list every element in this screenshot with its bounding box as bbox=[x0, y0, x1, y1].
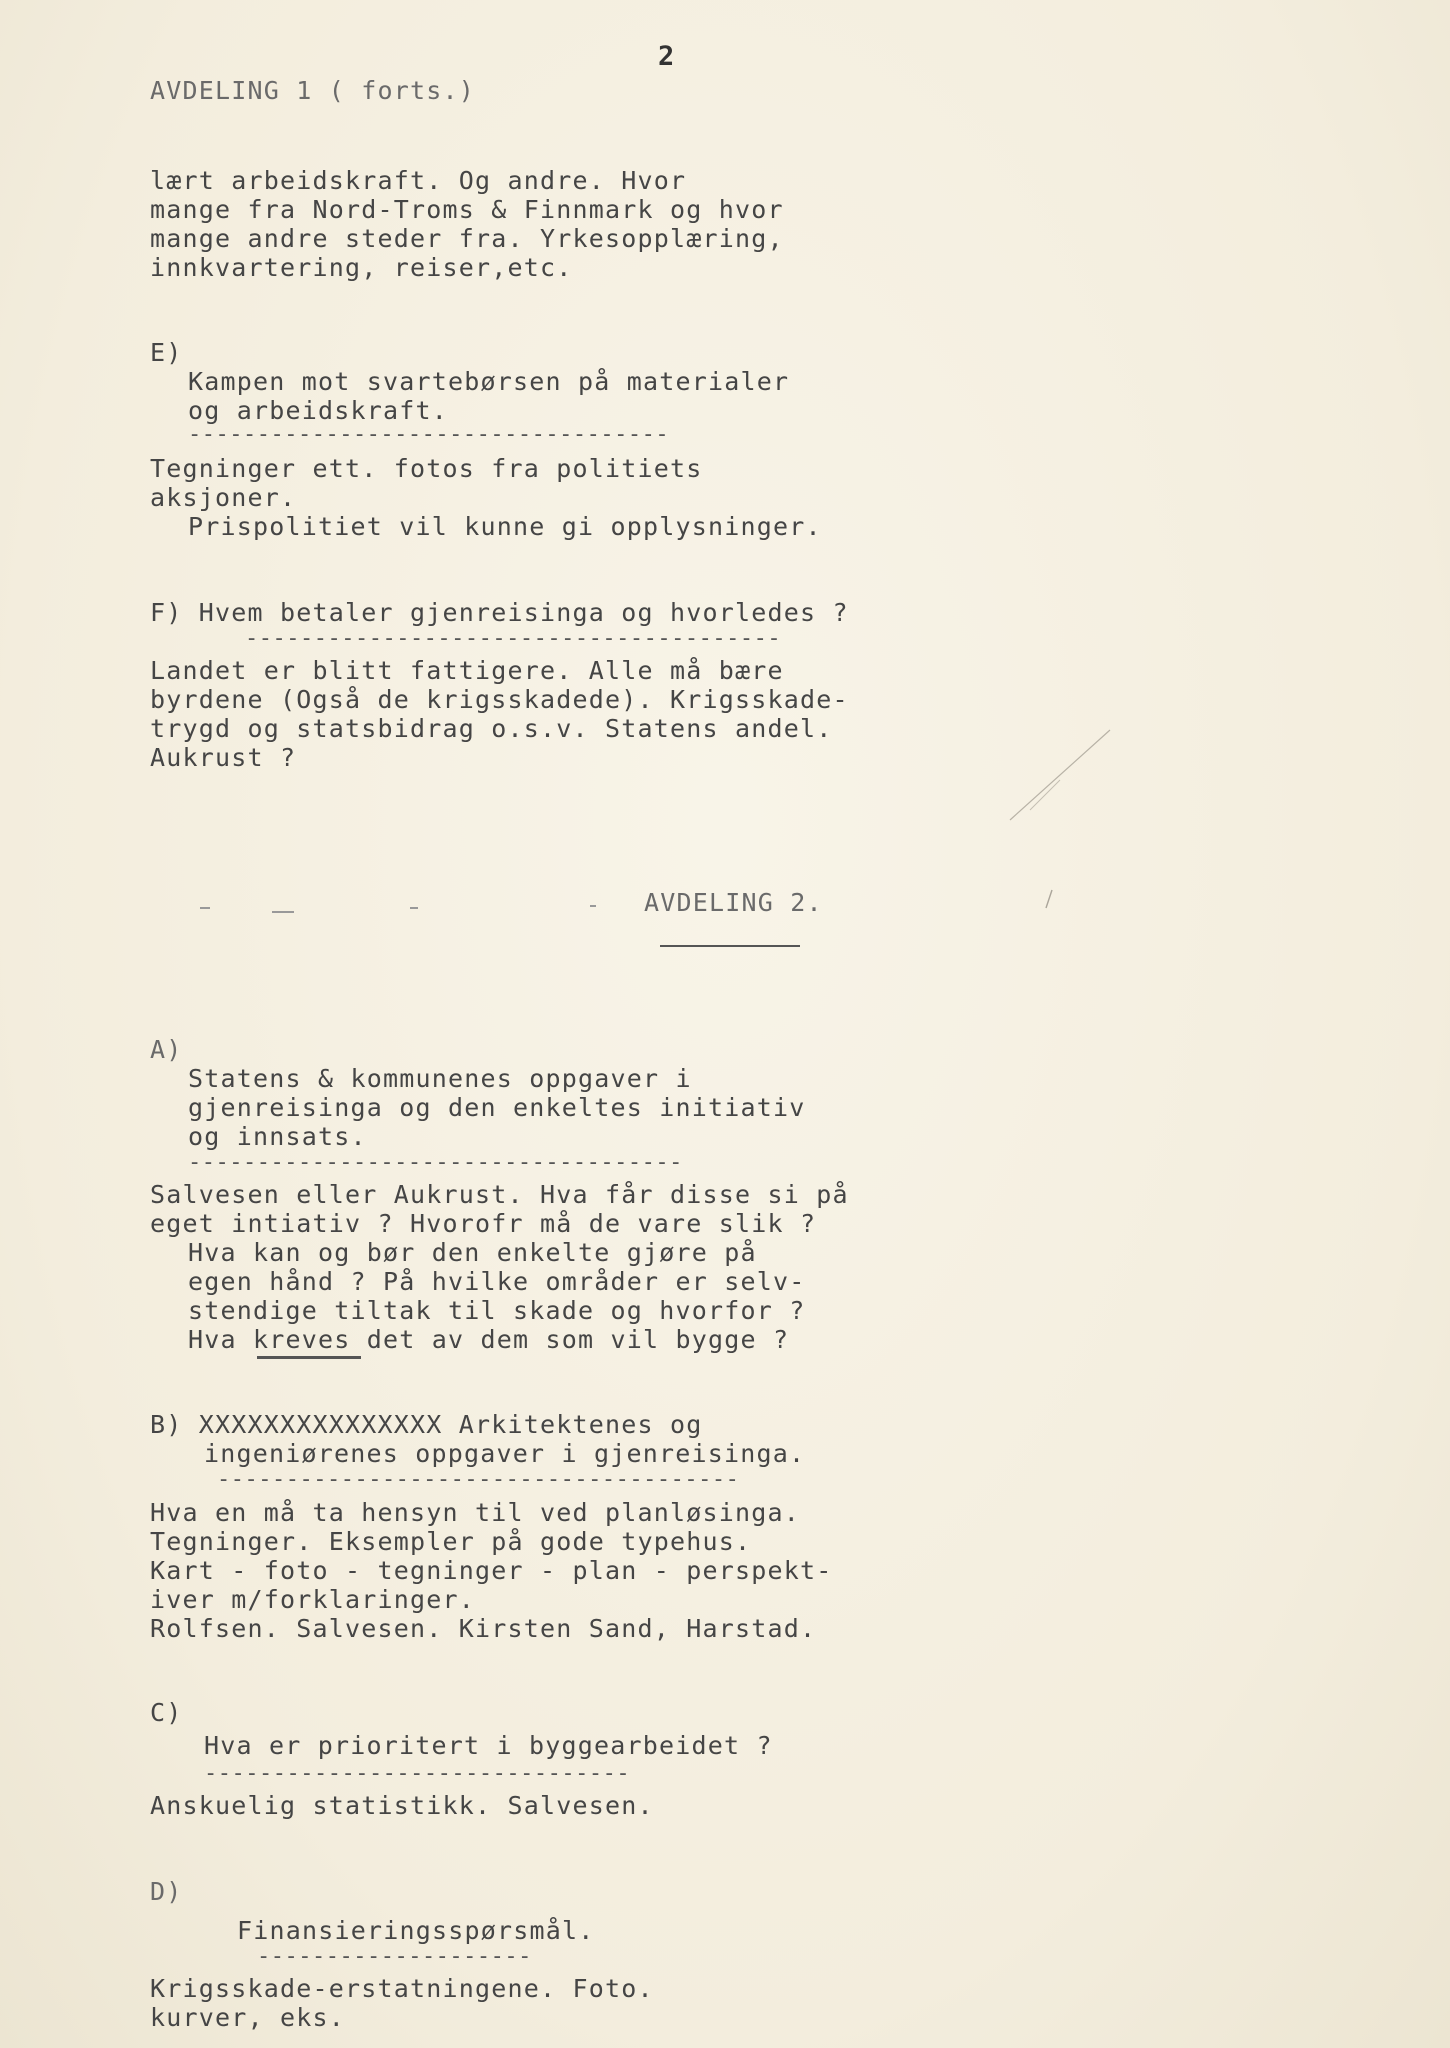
section-c-dashes: ------------------------------- bbox=[204, 1761, 631, 1786]
stray-mark bbox=[410, 907, 418, 909]
section-d-body: Krigsskade-erstatningene. Foto. bbox=[150, 1974, 654, 2003]
section-f-body: Aukrust ? bbox=[150, 743, 297, 772]
section-e-body: Prispolitiet vil kunne gi opplysninger. bbox=[188, 512, 822, 541]
section-a-body: eget intiativ ? Hvorofr må de vare slik ? bbox=[150, 1209, 817, 1238]
stray-mark bbox=[200, 907, 210, 909]
intro-line: mange andre steder fra. Yrkesopplæring, bbox=[150, 224, 784, 253]
section-a-body: Salvesen eller Aukrust. Hva får disse si på bbox=[150, 1180, 849, 1209]
section-f-body: trygd og statsbidrag o.s.v. Statens andel. bbox=[150, 714, 833, 743]
section-b-heading: B) XXXXXXXXXXXXXXX Arkitektenes og bbox=[150, 1410, 703, 1439]
stray-mark bbox=[272, 911, 294, 913]
section-f-body: Landet er blitt fattigere. Alle må bære bbox=[150, 656, 784, 685]
avdeling-2-underline bbox=[660, 945, 800, 947]
section-f-dashes: --------------------------------------- bbox=[245, 626, 782, 651]
section-b-heading: ingeniørenes oppgaver i gjenreisinga. bbox=[204, 1439, 806, 1468]
section-f-heading: F) Hvem betaler gjenreisinga og hvorledes ? bbox=[150, 598, 849, 627]
section-b-body: Kart - foto - tegninger - plan - perspekt- bbox=[150, 1556, 833, 1585]
section-a-body: Hva kreves det av dem som vil bygge ? bbox=[188, 1325, 790, 1354]
section-e-dashes: ----------------------------------- bbox=[188, 422, 670, 447]
page-number: 2 bbox=[658, 41, 676, 72]
section-a-heading: gjenreisinga og den enkeltes initiativ bbox=[188, 1093, 806, 1122]
section-d-label: D) bbox=[150, 1877, 183, 1906]
section-c-body: Anskuelig statistikk. Salvesen. bbox=[150, 1791, 654, 1820]
section-c-label: C) bbox=[150, 1698, 183, 1727]
pencil-stroke bbox=[1000, 720, 1120, 940]
section-d-dashes: -------------------- bbox=[257, 1944, 532, 1969]
section-e-body: aksjoner. bbox=[150, 483, 297, 512]
section-e-heading: Kampen mot svartebørsen på materialer bbox=[188, 367, 790, 396]
section-a-body: stendige tiltak til skade og hvorfor ? bbox=[188, 1296, 806, 1325]
intro-line: innkvartering, reiser,etc. bbox=[150, 253, 573, 282]
section-f-body: byrdene (Også de krigsskadede). Krigsskade- bbox=[150, 685, 849, 714]
section-e-heading: og arbeidskraft. bbox=[188, 396, 449, 425]
intro-line: mange fra Nord-Troms & Finnmark og hvor bbox=[150, 195, 784, 224]
section-a-body: egen hånd ? På hvilke områder er selv- bbox=[188, 1267, 806, 1296]
section-e-body: Tegninger ett. fotos fra politiets bbox=[150, 454, 703, 483]
section-e-label: E) bbox=[150, 338, 183, 367]
section-a-heading: og innsats. bbox=[188, 1122, 367, 1151]
section-c-heading: Hva er prioritert i byggearbeidet ? bbox=[204, 1731, 773, 1760]
section-b-body: Hva en må ta hensyn til ved planløsinga. bbox=[150, 1498, 801, 1527]
section-d-body: kurver, eks. bbox=[150, 2003, 346, 2032]
section-b-body: iver m/forklaringer. bbox=[150, 1585, 476, 1614]
page-header: AVDELING 1 ( forts.) bbox=[150, 76, 476, 105]
section-a-body: Hva kan og bør den enkelte gjøre på bbox=[188, 1238, 757, 1267]
section-d-heading: Finansieringsspørsmål. bbox=[237, 1916, 595, 1945]
section-a-dashes: ------------------------------------ bbox=[188, 1150, 683, 1175]
avdeling-2-title: AVDELING 2. bbox=[644, 888, 823, 917]
section-a-label: A) bbox=[150, 1035, 183, 1064]
stray-mark bbox=[590, 905, 596, 907]
intro-line: lært arbeidskraft. Og andre. Hvor bbox=[150, 166, 687, 195]
section-b-body: Rolfsen. Salvesen. Kirsten Sand, Harstad. bbox=[150, 1614, 817, 1643]
kreves-underline bbox=[257, 1356, 361, 1359]
section-a-heading: Statens & kommunenes oppgaver i bbox=[188, 1064, 692, 1093]
section-b-dashes: -------------------------------------- bbox=[217, 1467, 740, 1492]
section-b-body: Tegninger. Eksempler på gode typehus. bbox=[150, 1527, 752, 1556]
